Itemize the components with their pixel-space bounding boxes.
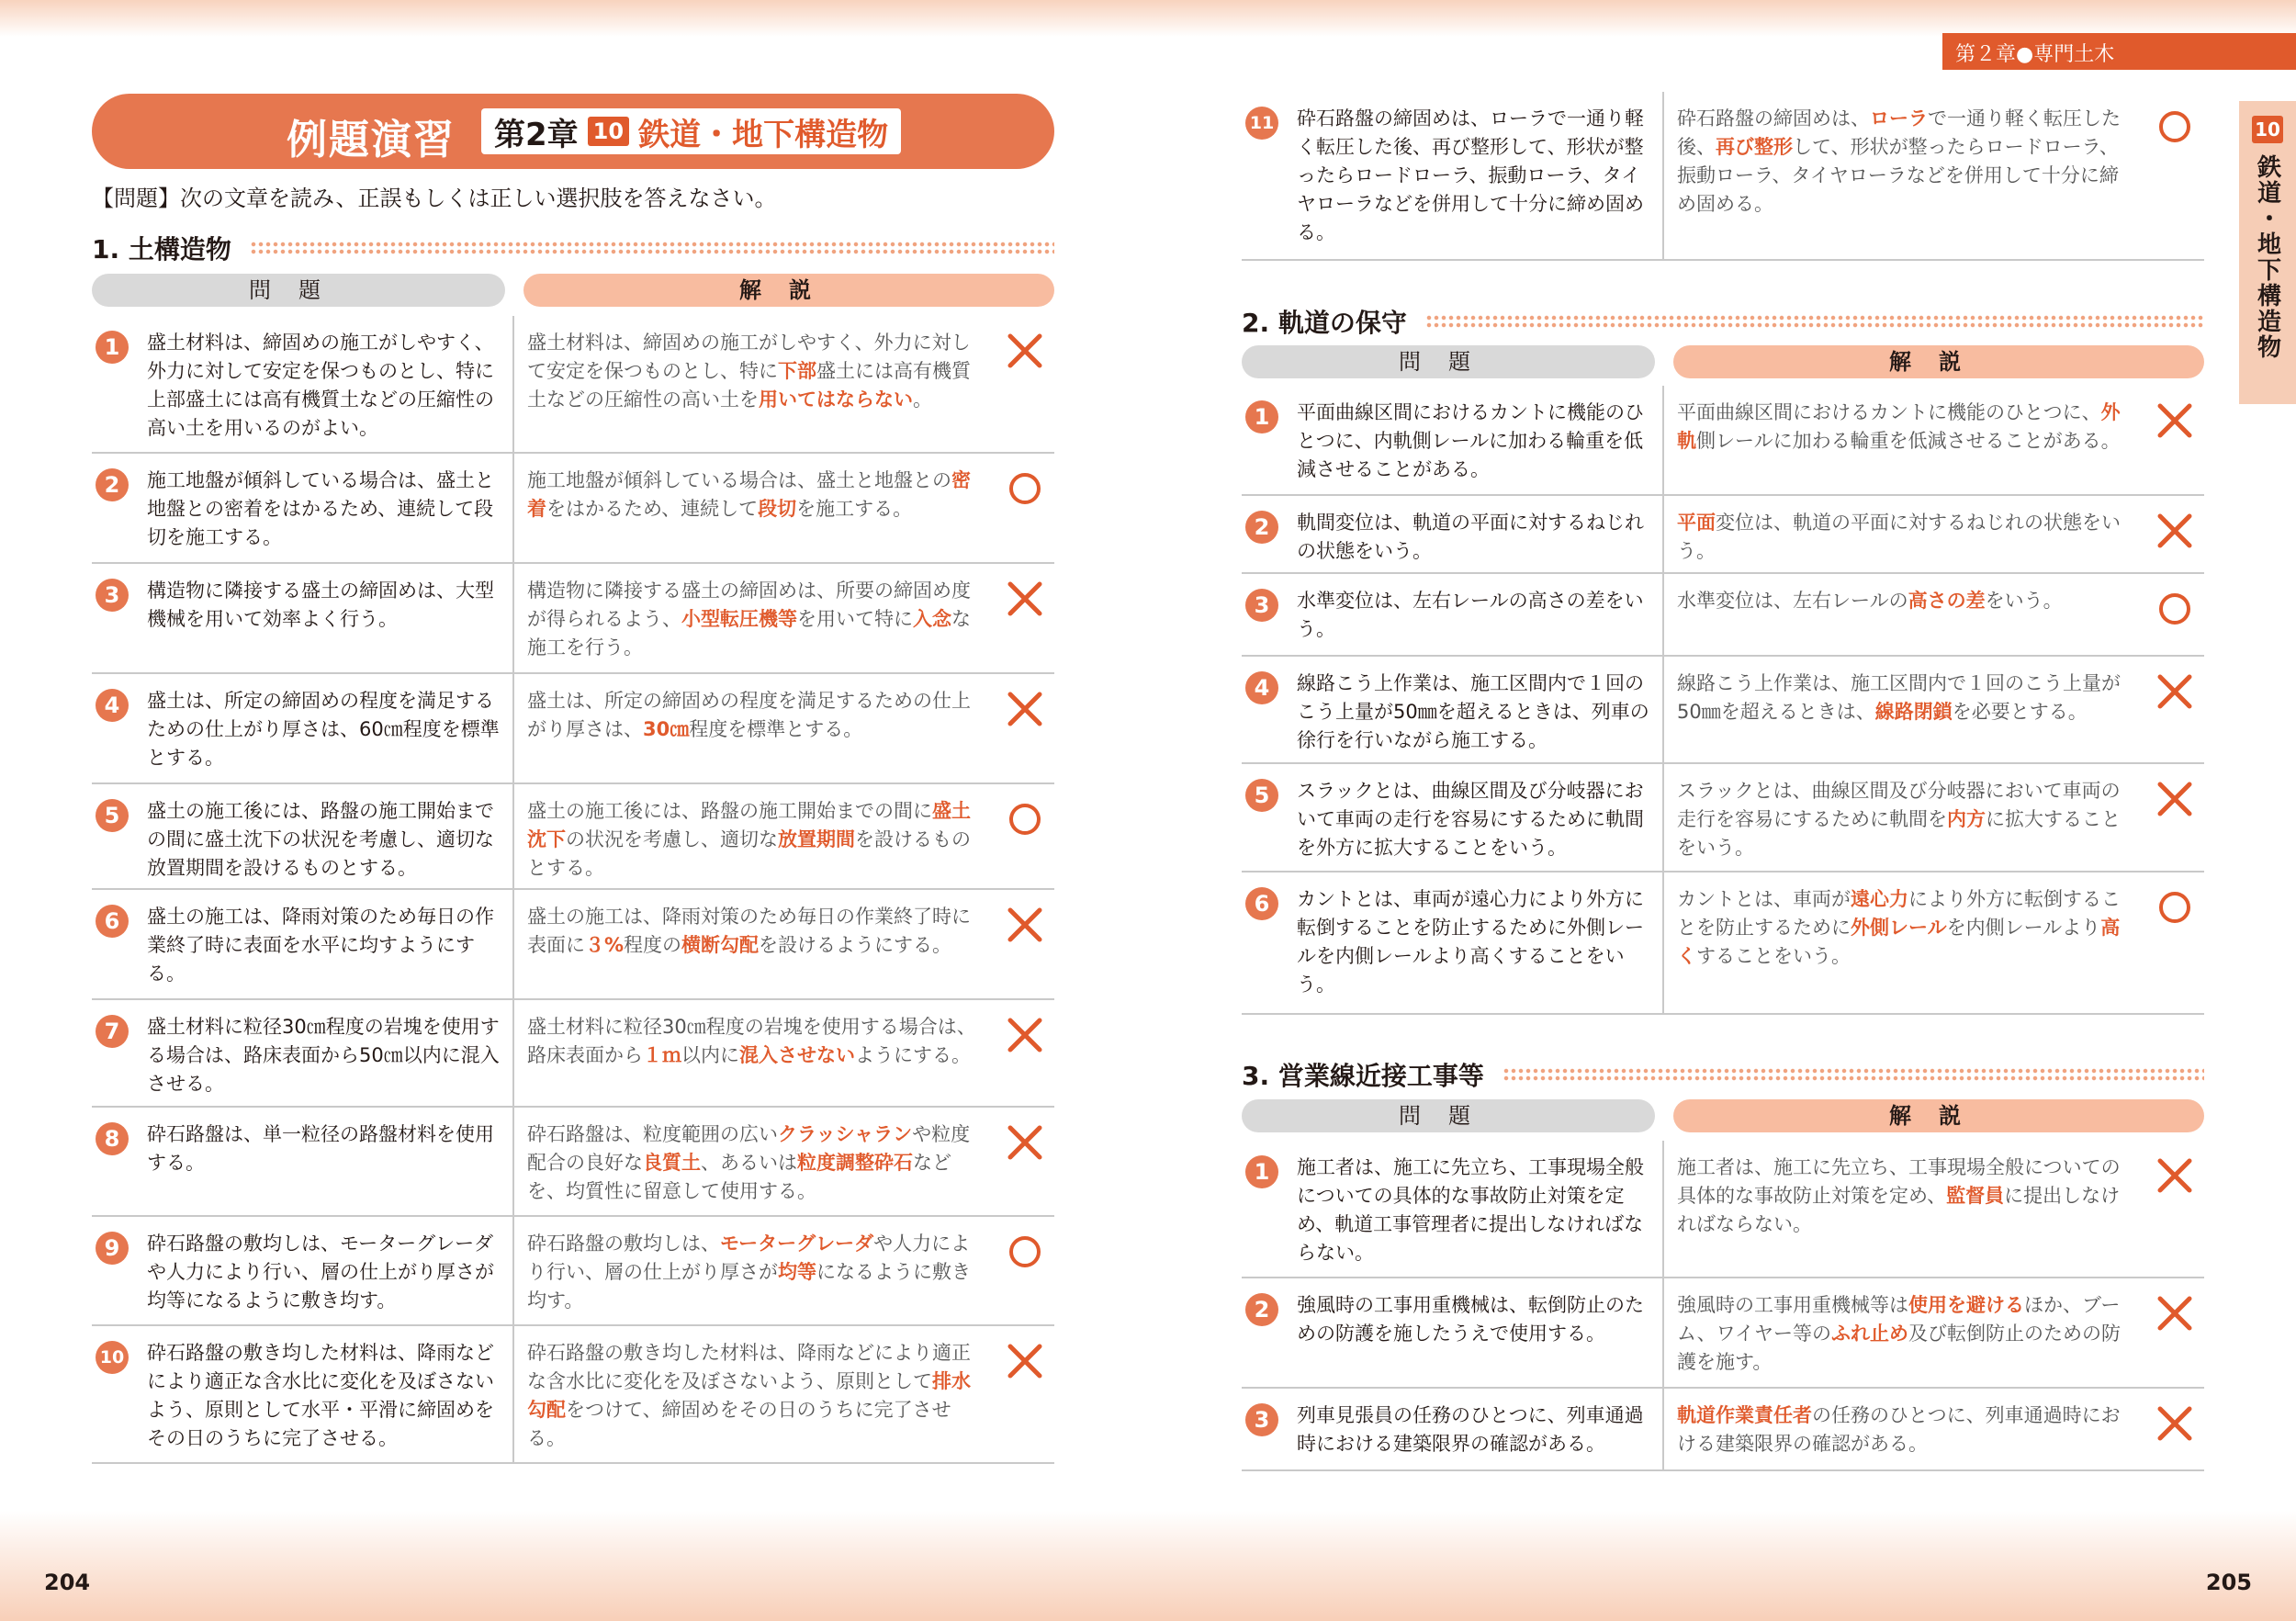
question-text-body: 平面曲線区間におけるカントに機能のひとつに、内軌側レールに加わる輪重を低減させることがある。 bbox=[1297, 401, 1644, 480]
question-number: 2 bbox=[1245, 1293, 1278, 1326]
question-text bbox=[92, 1000, 514, 1106]
answer-segment: の任務のひとつに、列車通過時における建築限界の確認がある。 bbox=[1677, 1404, 2121, 1455]
answer-segment: 程度の bbox=[624, 934, 682, 956]
answer-segment: に提出しなければならない。 bbox=[1677, 1185, 2121, 1235]
instruction: 【問題】次の文章を読み、正誤もしくは正しい選択肢を答えなさい。 bbox=[92, 186, 777, 211]
section-divider-dots bbox=[1425, 314, 2204, 329]
title-main: 例題演習 bbox=[287, 117, 456, 163]
answer-highlight: 内方 bbox=[1947, 808, 1986, 830]
question-row bbox=[1242, 1389, 2204, 1471]
question-row bbox=[1242, 657, 2204, 764]
section-title-text: 3. 営業線近接工事等 bbox=[1242, 1061, 1484, 1091]
answer-segment: で一通り軽く転圧した後、 bbox=[1677, 107, 2121, 158]
question-text-body: 施工者は、施工に先立ち、工事現場全般についての具体的な事故防止対策を定め、軌道工事管理者に提出しなければならない。 bbox=[1297, 1156, 1644, 1264]
answer-segment: 施工者は、施工に先立ち、工事現場全般についての具体的な事故防止対策を定め、 bbox=[1677, 1156, 2121, 1207]
section-title bbox=[1242, 303, 2204, 340]
answer-segment: スラックとは、曲線区間及び分岐器において車両の走行を容易にするために軌間を bbox=[1677, 780, 2121, 830]
question-text bbox=[1242, 764, 1664, 871]
question-row bbox=[1242, 1278, 2204, 1389]
question-number: 8 bbox=[96, 1122, 129, 1155]
answer-highlight: 盛土沈下 bbox=[527, 800, 971, 850]
question-row bbox=[1242, 574, 2204, 657]
answer-segment: することをいう。 bbox=[1696, 945, 1851, 967]
answer-text bbox=[514, 674, 992, 782]
chapter-tag: 第２章●専門土木 bbox=[1942, 33, 2296, 70]
answer-segment: 盛土の施工後には、路盤の施工開始までの間に bbox=[527, 800, 932, 822]
question-number: 7 bbox=[96, 1015, 129, 1048]
answer-segment: をはかるため、連続して bbox=[546, 498, 759, 520]
page-number-left: 204 bbox=[44, 1570, 91, 1595]
answer-highlight: 使用を避ける bbox=[1908, 1294, 2024, 1316]
answer-segment: 砕石路盤の敷き均した材料は、降雨などにより適正な含水比に変化を及ぼさないよう、原則として bbox=[527, 1342, 971, 1392]
question-row bbox=[1242, 496, 2204, 574]
question-row bbox=[92, 564, 1054, 674]
question-number: 5 bbox=[1245, 779, 1278, 812]
answer-segment: 砕石路盤の締固めは、 bbox=[1677, 107, 1870, 129]
question-row bbox=[92, 1326, 1054, 1464]
question-text bbox=[92, 1326, 514, 1462]
incorrect-cross-icon bbox=[2153, 777, 2197, 821]
question-row bbox=[92, 1108, 1054, 1217]
question-number: 6 bbox=[1245, 887, 1278, 920]
question-text-body: 盛土材料に粒径30㎝程度の岩塊を使用する場合は、路床表面から50㎝以内に混入させる。 bbox=[147, 1016, 500, 1095]
incorrect-cross-icon bbox=[1003, 687, 1047, 731]
question-row bbox=[1242, 386, 2204, 496]
question-number: 3 bbox=[1245, 589, 1278, 622]
incorrect-cross-icon bbox=[1003, 329, 1047, 373]
question-text-body: 盛土の施工は、降雨対策のため毎日の作業終了時に表面を水平に均すようにする。 bbox=[147, 906, 494, 985]
question-text-body: 砕石路盤は、単一粒径の路盤材料を使用する。 bbox=[147, 1123, 494, 1174]
answer-segment: 盛土材料は、締固めの施工がしやすく、外力に対して安定を保つものとし、特に bbox=[527, 332, 971, 382]
column-headers bbox=[1242, 345, 2204, 378]
question-text bbox=[92, 1217, 514, 1324]
answer-segment: を施工する。 bbox=[796, 498, 913, 520]
question-text bbox=[1242, 496, 1664, 572]
answer-highlight: 良質土 bbox=[643, 1152, 701, 1174]
incorrect-cross-icon bbox=[1003, 1120, 1047, 1165]
question-row bbox=[92, 674, 1054, 784]
answer-highlight: 遠心力 bbox=[1851, 888, 1908, 910]
answer-highlight: 横断勾配 bbox=[681, 934, 760, 956]
answer-segment: 以内に bbox=[681, 1044, 739, 1066]
question-number: 1 bbox=[1245, 1155, 1278, 1188]
question-number: 1 bbox=[1245, 400, 1278, 433]
question-text-body: 砕石路盤の敷き均した材料は、降雨などにより適正な含水比に変化を及ぼさないよう、原則として水平・平滑に締固めをその日のうちに完了させる。 bbox=[147, 1342, 494, 1449]
answer-highlight: 密着 bbox=[527, 469, 971, 520]
answer-segment: 変位は、軌道の平面に対するねじれの状態をいう。 bbox=[1677, 512, 2121, 562]
answer-segment: 、あるいは bbox=[701, 1152, 797, 1174]
answer-segment: カントとは、車両が bbox=[1677, 888, 1851, 910]
answer-text bbox=[514, 890, 992, 998]
answer-text bbox=[1664, 496, 2142, 572]
question-text bbox=[1242, 386, 1664, 494]
answer-highlight: 線路閉鎖 bbox=[1874, 701, 1953, 723]
incorrect-cross-icon bbox=[1003, 1339, 1047, 1383]
answer-highlight: 平面 bbox=[1677, 512, 1716, 534]
question-text-body: 盛土は、所定の締固めの程度を満足するための仕上がり厚さは、60㎝程度を標準とする。 bbox=[147, 690, 500, 769]
answer-text bbox=[514, 1108, 992, 1215]
answer-highlight: 放置期間 bbox=[778, 828, 855, 850]
incorrect-cross-icon bbox=[2153, 1291, 2197, 1335]
question-text-body: 軌間変位は、軌道の平面に対するねじれの状態をいう。 bbox=[1297, 512, 1644, 562]
question-text bbox=[1242, 574, 1664, 655]
answer-highlight: 段切 bbox=[758, 498, 797, 520]
answer-text bbox=[514, 316, 992, 452]
question-row bbox=[92, 454, 1054, 564]
answer-text bbox=[1664, 1389, 2142, 1469]
answer-highlight: 30㎝ bbox=[643, 718, 690, 740]
correct-circle-icon bbox=[1003, 797, 1047, 841]
answer-segment: を設けるようにする。 bbox=[759, 934, 952, 956]
column-header-answer: 解説 bbox=[523, 274, 1054, 307]
page-number-right: 205 bbox=[2205, 1570, 2252, 1595]
section-title bbox=[1242, 1056, 2204, 1093]
question-number: 3 bbox=[1245, 1403, 1278, 1436]
answer-highlight: ローラ bbox=[1870, 107, 1928, 129]
answer-highlight: 粒度調整砕石 bbox=[797, 1152, 913, 1174]
question-text bbox=[1242, 1141, 1664, 1277]
correct-circle-icon bbox=[2153, 587, 2197, 631]
side-tab-title: 鉄道・地下構造物 bbox=[2253, 154, 2281, 360]
question-text-body: 盛土の施工後には、路盤の施工開始までの間に盛土沈下の状況を考慮し、適切な放置期間を設けるものとする。 bbox=[147, 800, 494, 879]
answer-highlight: 外軌 bbox=[1677, 401, 2121, 452]
question-number: 4 bbox=[96, 689, 129, 722]
question-text-body: スラックとは、曲線区間及び分岐器において車両の走行を容易にするために軌間を外方に拡大することをいう。 bbox=[1297, 780, 1644, 859]
answer-segment: 。 bbox=[913, 388, 932, 411]
question-text bbox=[92, 674, 514, 782]
answer-text bbox=[1664, 1278, 2142, 1387]
section-title-text: 1. 土構造物 bbox=[92, 234, 231, 265]
side-tab bbox=[2239, 101, 2296, 404]
answer-highlight: 均等 bbox=[778, 1261, 816, 1283]
question-number: 2 bbox=[96, 468, 129, 501]
question-number: 1 bbox=[96, 331, 129, 364]
title-number: 10 bbox=[588, 117, 629, 146]
question-text bbox=[1242, 657, 1664, 762]
answer-text bbox=[1664, 872, 2142, 1013]
question-row bbox=[92, 1217, 1054, 1326]
answer-segment: 盛土の施工は、降雨対策のため毎日の作業終了時に表面に bbox=[527, 906, 971, 956]
answer-highlight: 排水勾配 bbox=[527, 1370, 971, 1421]
question-text bbox=[92, 1108, 514, 1215]
answer-segment: 線路こう上作業は、施工区間内で１回のこう上量が50㎜を超えるときは、 bbox=[1677, 672, 2121, 723]
answer-segment: 水準変位は、左右レールの bbox=[1677, 590, 1908, 612]
question-text-body: 水準変位は、左右レールの高さの差をいう。 bbox=[1297, 590, 1644, 640]
answer-highlight: モーターグレーダ bbox=[720, 1233, 874, 1255]
answer-highlight: 下部 bbox=[778, 360, 816, 382]
question-number: 11 bbox=[1245, 107, 1278, 140]
answer-text bbox=[1664, 657, 2142, 762]
incorrect-cross-icon bbox=[2153, 1401, 2197, 1446]
answer-segment: 及び転倒防止のための防護を施す。 bbox=[1677, 1323, 2121, 1373]
answer-text bbox=[514, 1326, 992, 1462]
answer-segment: 盛土材料に粒径30㎝程度の岩塊を使用する場合は、路床表面から bbox=[527, 1016, 976, 1066]
column-header-question: 問題 bbox=[1242, 345, 1655, 378]
answer-segment: な施工を行う。 bbox=[527, 608, 971, 659]
incorrect-cross-icon bbox=[2153, 509, 2197, 553]
answer-segment: に拡大することをいう。 bbox=[1677, 808, 2121, 859]
answer-segment: 砕石路盤の敷均しは、 bbox=[527, 1233, 720, 1255]
question-row bbox=[92, 890, 1054, 1000]
answer-highlight: 高く bbox=[1677, 917, 2121, 967]
answer-text bbox=[514, 1000, 992, 1106]
answer-segment: を設けるものとする。 bbox=[527, 828, 971, 879]
question-row bbox=[92, 784, 1054, 890]
column-header-question: 問題 bbox=[1242, 1099, 1655, 1132]
answer-segment: 盛土は、所定の締固めの程度を満足するための仕上がり厚さは、 bbox=[527, 690, 971, 740]
answer-highlight: 小型転圧機等 bbox=[681, 608, 797, 630]
column-headers bbox=[92, 274, 1054, 307]
answer-segment: 構造物に隣接する盛土の締固めは、所要の締固め度が得られるよう、 bbox=[527, 580, 971, 630]
title-sub bbox=[481, 108, 901, 154]
section-divider-dots bbox=[250, 241, 1054, 255]
answer-highlight: ３% bbox=[585, 934, 625, 956]
question-row bbox=[1242, 92, 2204, 261]
answer-highlight: 再び整形 bbox=[1716, 136, 1793, 158]
answer-highlight: 軌道作業責任者 bbox=[1677, 1404, 1812, 1426]
question-text-body: 強風時の工事用重機械は、転倒防止のための防護を施したうえで使用する。 bbox=[1297, 1294, 1644, 1345]
column-header-question: 問題 bbox=[92, 274, 505, 307]
question-text bbox=[1242, 1278, 1664, 1387]
question-text-body: 砕石路盤の敷均しは、モーターグレーダや人力により行い、層の仕上がり厚さが均等になるように敷き均す。 bbox=[147, 1233, 494, 1311]
answer-highlight: １ｍ bbox=[643, 1044, 681, 1066]
question-number: 9 bbox=[96, 1232, 129, 1265]
incorrect-cross-icon bbox=[2153, 670, 2197, 714]
question-text-body: カントとは、車両が遠心力により外方に転倒することを防止するために外側レールを内側レールより高くすることをいう。 bbox=[1297, 888, 1644, 996]
title-topic: 鉄道・地下構造物 bbox=[638, 116, 889, 153]
answer-segment: ほか、ブーム、ワイヤー等の bbox=[1677, 1294, 2121, 1345]
answer-segment: をいう。 bbox=[1985, 590, 2063, 612]
answer-segment: になるように敷き均す。 bbox=[527, 1261, 971, 1311]
question-text-body: 盛土材料は、締固めの施工がしやすく、外力に対して安定を保つものとし、特に上部盛土には高有機質土などの圧縮性の高い土を用いるのがよい。 bbox=[147, 332, 494, 439]
answer-text bbox=[1664, 92, 2142, 259]
question-text-body: 構造物に隣接する盛土の締固めは、大型機械を用いて効率よく行う。 bbox=[147, 580, 494, 630]
incorrect-cross-icon bbox=[1003, 903, 1047, 947]
question-text-body: 列車見張員の任務のひとつに、列車通過時における建築限界の確認がある。 bbox=[1297, 1404, 1644, 1455]
title-chapter: 第2章 bbox=[494, 116, 579, 153]
answer-segment: をつけて、締固めをその日のうちに完了させる。 bbox=[527, 1399, 951, 1449]
question-text bbox=[1242, 872, 1664, 1013]
answer-text bbox=[514, 564, 992, 672]
answer-segment: ようにする。 bbox=[855, 1044, 971, 1066]
question-number: 10 bbox=[96, 1341, 129, 1374]
answer-segment: や人力により行い、層の仕上がり厚さが bbox=[527, 1233, 971, 1283]
answer-highlight: 監督員 bbox=[1946, 1185, 2005, 1207]
column-headers bbox=[1242, 1099, 2204, 1132]
question-number: 2 bbox=[1245, 511, 1278, 544]
incorrect-cross-icon bbox=[2153, 1154, 2197, 1198]
question-row bbox=[1242, 764, 2204, 872]
question-number: 6 bbox=[96, 905, 129, 938]
answer-segment: の状況を考慮し、適切な bbox=[566, 828, 778, 850]
page-left bbox=[92, 0, 1056, 1621]
page-right bbox=[1242, 0, 2206, 1621]
answer-text bbox=[1664, 1141, 2142, 1277]
answer-segment: を用いて特に bbox=[797, 608, 913, 630]
column-header-answer: 解説 bbox=[1673, 345, 2204, 378]
question-text bbox=[92, 316, 514, 452]
answer-segment: 側レールに加わる輪重を低減させることがある。 bbox=[1696, 430, 2121, 452]
question-text bbox=[92, 784, 514, 888]
question-text-body: 砕石路盤の締固めは、ローラで一通り軽く転圧した後、再び整形して、形状が整ったらロードローラ、振動ローラ、タイヤローラなどを併用して十分に締め固める。 bbox=[1297, 107, 1644, 243]
answer-segment: 程度を標準とする。 bbox=[689, 718, 863, 740]
side-tab-number: 10 bbox=[2252, 116, 2283, 143]
answer-text bbox=[1664, 574, 2142, 655]
question-text bbox=[1242, 92, 1664, 259]
question-number: 4 bbox=[1245, 671, 1278, 704]
correct-circle-icon bbox=[2153, 885, 2197, 929]
section-title-text: 2. 軌道の保守 bbox=[1242, 308, 1407, 338]
question-row bbox=[92, 316, 1054, 454]
question-text bbox=[1242, 1389, 1664, 1469]
question-row bbox=[1242, 1141, 2204, 1278]
answer-segment: 盛土には高有機質土などの圧縮性の高い土を bbox=[527, 360, 971, 411]
answer-text bbox=[1664, 764, 2142, 871]
answer-highlight: 外側レール bbox=[1851, 917, 1947, 939]
answer-segment: により外方に転倒することを防止するために bbox=[1677, 888, 2121, 939]
correct-circle-icon bbox=[1003, 467, 1047, 511]
answer-highlight: 用いてはならない bbox=[759, 388, 913, 411]
answer-segment: 砕石路盤は、粒度範囲の広い bbox=[527, 1123, 778, 1145]
question-row bbox=[1242, 872, 2204, 1015]
answer-highlight: 混入させない bbox=[739, 1044, 855, 1066]
question-text bbox=[92, 564, 514, 672]
correct-circle-icon bbox=[1003, 1230, 1047, 1274]
section-title bbox=[92, 230, 1054, 266]
question-number: 5 bbox=[96, 799, 129, 832]
answer-segment: 施工地盤が傾斜している場合は、盛土と地盤との bbox=[527, 469, 951, 491]
question-row bbox=[92, 1000, 1054, 1108]
incorrect-cross-icon bbox=[1003, 577, 1047, 621]
answer-text bbox=[514, 454, 992, 562]
answer-highlight: 高さの差 bbox=[1908, 590, 1986, 612]
question-text-body: 施工地盤が傾斜している場合は、盛土と地盤との密着をはかるため、連続して段切を施工する。 bbox=[147, 469, 494, 548]
answer-highlight: ふれ止め bbox=[1831, 1323, 1908, 1345]
answer-segment: を必要とする。 bbox=[1952, 701, 2088, 723]
question-text-body: 線路こう上作業は、施工区間内で１回のこう上量が50㎜を超えるときは、列車の徐行を行いながら施工する。 bbox=[1297, 672, 1649, 751]
question-text bbox=[92, 890, 514, 998]
answer-text bbox=[514, 784, 992, 888]
column-header-answer: 解説 bbox=[1673, 1099, 2204, 1132]
title-bar bbox=[92, 94, 1054, 169]
answer-text bbox=[514, 1217, 992, 1324]
question-text bbox=[92, 454, 514, 562]
answer-text bbox=[1664, 386, 2142, 494]
answer-segment: などを、均質性に留意して使用する。 bbox=[527, 1152, 951, 1202]
correct-circle-icon bbox=[2153, 105, 2197, 149]
answer-segment: 強風時の工事用重機械等は bbox=[1677, 1294, 1908, 1316]
answer-segment: して、形状が整ったらロードローラ、振動ローラ、タイヤローラなどを併用して十分に締め固める。 bbox=[1677, 136, 2119, 215]
section-divider-dots bbox=[1503, 1067, 2204, 1082]
incorrect-cross-icon bbox=[1003, 1013, 1047, 1057]
question-number: 3 bbox=[96, 579, 129, 612]
answer-highlight: 入念 bbox=[913, 608, 951, 630]
answer-segment: を内側レールより bbox=[1946, 917, 2101, 939]
answer-segment: 平面曲線区間におけるカントに機能のひとつに、 bbox=[1677, 401, 2101, 423]
answer-highlight: クラッシャラン bbox=[778, 1123, 913, 1145]
answer-segment: や粒度配合の良好な bbox=[527, 1123, 971, 1174]
incorrect-cross-icon bbox=[2153, 399, 2197, 443]
